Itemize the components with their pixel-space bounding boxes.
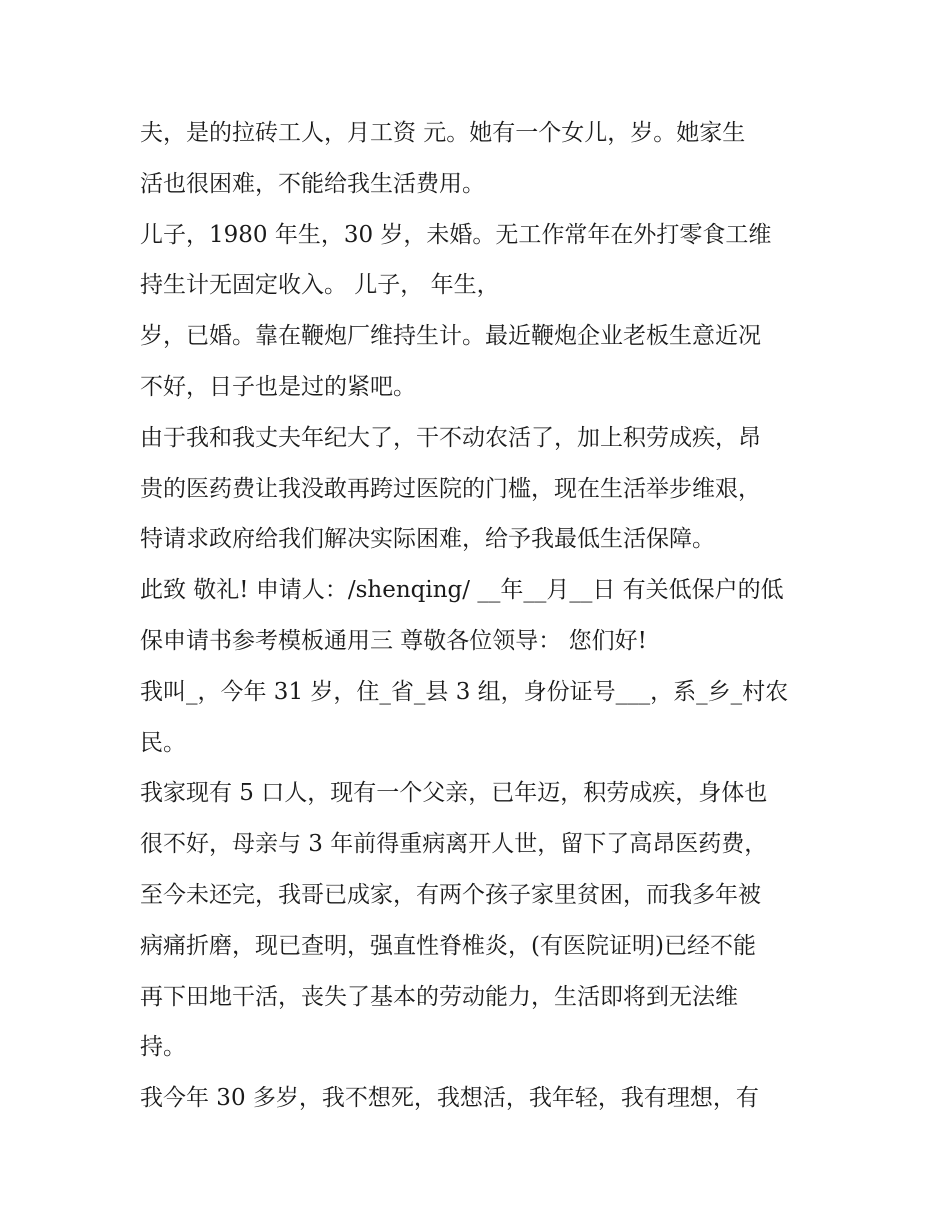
- text-line: 儿子，1980 年生，30 岁，未婚。无工作常年在外打零食工维: [140, 221, 772, 248]
- text-line: 贵的医药费让我没敢再跨过医院的门槛，现在生活举步维艰，: [140, 475, 761, 502]
- document-body: [140, 108, 820, 1124]
- text-line: 再下田地干活，丧失了基本的劳动能力，生活即将到无法维: [140, 983, 738, 1010]
- text-line: 岁，已婚。靠在鞭炮厂维持生计。最近鞭炮企业老板生意近况: [140, 323, 761, 350]
- text-line: 不好，日子也是过的紧吧。: [140, 373, 416, 400]
- text-line: 病痛折磨，现已查明，强直性脊椎炎，(有医院证明)已经不能: [140, 932, 756, 959]
- text-line: 我今年 30 多岁，我不想死，我想活，我年轻，我有理想，有: [140, 1085, 759, 1112]
- text-line: 很不好，母亲与 3 年前得重病离开人世，留下了高昂医药费，: [140, 831, 768, 858]
- text-line: 持。: [140, 1034, 186, 1061]
- text-line: 特请求政府给我们解决实际困难，给予我最低生活保障。: [140, 526, 715, 553]
- text-line: 此致 敬礼! 申请人：/shenqing/ __年__月__日 有关低保户的低: [140, 577, 784, 604]
- text-line: 活也很困难，不能给我生活费用。: [140, 170, 485, 197]
- text-line: 民。: [140, 729, 186, 756]
- text-line: 由于我和我丈夫年纪大了，干不动农活了，加上积劳成疾，昂: [140, 424, 761, 451]
- text-line: 我家现有 5 口人，现有一个父亲，已年迈，积劳成疾，身体也: [140, 780, 768, 807]
- text-line: 保申请书参考模板通用三 尊敬各位领导： 您们好!: [140, 627, 647, 654]
- text-line: 夫，是的拉砖工人，月工资 元。她有一个女儿，岁。她家生: [140, 120, 746, 146]
- text-line: 至今未还完，我哥已成家，有两个孩子家里贫困，而我多年被: [140, 881, 761, 908]
- text-line: 我叫_，今年 31 岁，住_省_县 3 组，身份证号___，系_乡_村农: [140, 678, 789, 705]
- text-line: 持生计无固定收入。 儿子， 年生，: [140, 272, 500, 299]
